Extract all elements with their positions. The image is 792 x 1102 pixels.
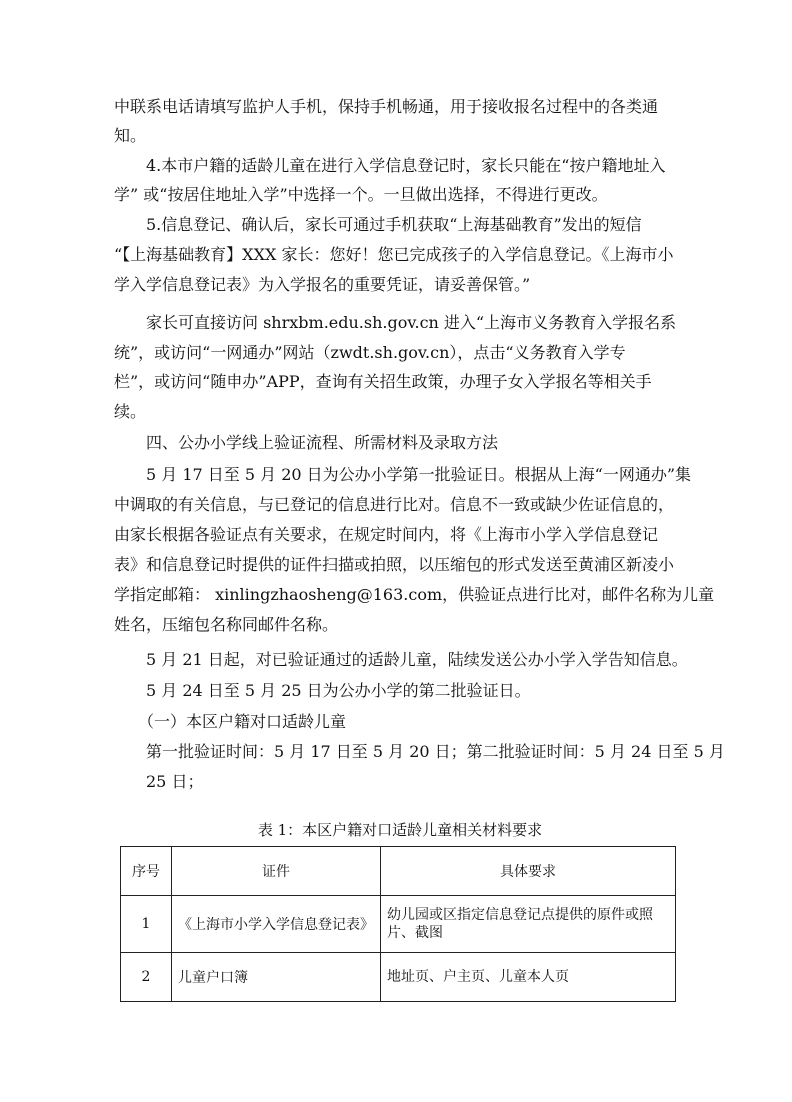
paragraph-line: 统”，或访问“一网通办”网站（zwdt.sh.gov.cn），点击“义务教育入学专 [114,343,626,362]
paragraph-line: 5.信息登记、确认后，家长可通过手机获取“上海基础教育”发出的短信 [114,215,642,234]
paragraph-line: 栏”，或访问“随申办”APP，查询有关招生政策，办理子女入学报名等相关手 [114,372,652,391]
paragraph-line: 知。 [114,126,147,145]
paragraph-line: 25 日； [114,772,204,791]
header-requirement: 具体要求 [381,847,676,896]
header-certificate: 证件 [172,847,381,896]
table-header-row [121,847,676,896]
section-heading: 四、公办小学线上验证流程、所需材料及录取方法 [114,433,499,452]
cell-requirement: 地址页、户主页、儿童本人页 [381,953,676,1002]
paragraph-line: 中调取的有关信息，与已登记的信息进行比对。信息不一致或缺少佐证信息的， [114,495,675,514]
paragraph-line: 5 月 24 日至 5 月 25 日为公办小学的第二批验证日。 [114,681,531,700]
paragraph-line: 5 月 17 日至 5 月 20 日为公办小学第一批验证日。根据从上海“一网通办”集 [114,465,692,484]
table-caption: 表 1：本区户籍对口适龄儿童相关材料要求 [257,821,543,839]
paragraph-line: “【上海基础教育】XXX 家长：您好！您已完成孩子的入学信息登记。《上海市小 [114,245,674,264]
paragraph-line: 姓名，压缩包名称同邮件名称。 [114,615,339,634]
paragraph-line: 由家长根据各验证点有关要求，在规定时间内，将《上海市小学入学信息登记 [114,525,659,544]
paragraph-line: 学入学信息登记表》为入学报名的重要凭证，请妥善保管。” [114,275,531,294]
requirements-table [120,846,676,1002]
cell-certificate: 《上海市小学入学信息登记表》 [172,896,381,953]
paragraph-line: 学指定邮箱： xinlingzhaosheng@163.com，供验证点进行比对，邮件名称为儿童 [114,585,715,604]
paragraph-line: 家长可直接访问 shrxbm.edu.sh.gov.cn 进入“上海市义务教育入学报名系 [114,313,677,332]
cell-number: 2 [121,953,172,1002]
paragraph-line: 学” 或“按居住地址入学”中选择一个。一旦做出选择，不得进行更改。 [114,185,608,204]
paragraph-line: 续。 [114,402,147,421]
paragraph-line: 5 月 21 日起，对已验证通过的适龄儿童，陆续发送公办小学入学告知信息。 [114,650,688,669]
cell-number: 1 [121,896,172,953]
subsection-heading: （一）本区户籍对口适龄儿童 [114,712,347,731]
header-number: 序号 [121,847,172,896]
paragraph-line: 表》和信息登记时提供的证件扫描或拍照，以压缩包的形式发送至黄浦区新凌小 [114,555,675,574]
paragraph-line: 4.本市户籍的适龄儿童在进行入学信息登记时，家长只能在“按户籍地址入 [114,156,666,175]
cell-requirement: 幼儿园或区指定信息登记点提供的原件或照片、截图 [381,896,676,953]
paragraph-line: 第一批验证时间：5 月 17 日至 5 月 20 日；第二批验证时间：5 月 24 日至 5 月 [114,742,725,761]
cell-certificate: 儿童户口簿 [172,953,381,1002]
table-row [121,896,676,953]
paragraph-line: 中联系电话请填写监护人手机，保持手机畅通，用于接收报名过程中的各类通 [114,97,659,116]
table-row [121,953,676,1002]
